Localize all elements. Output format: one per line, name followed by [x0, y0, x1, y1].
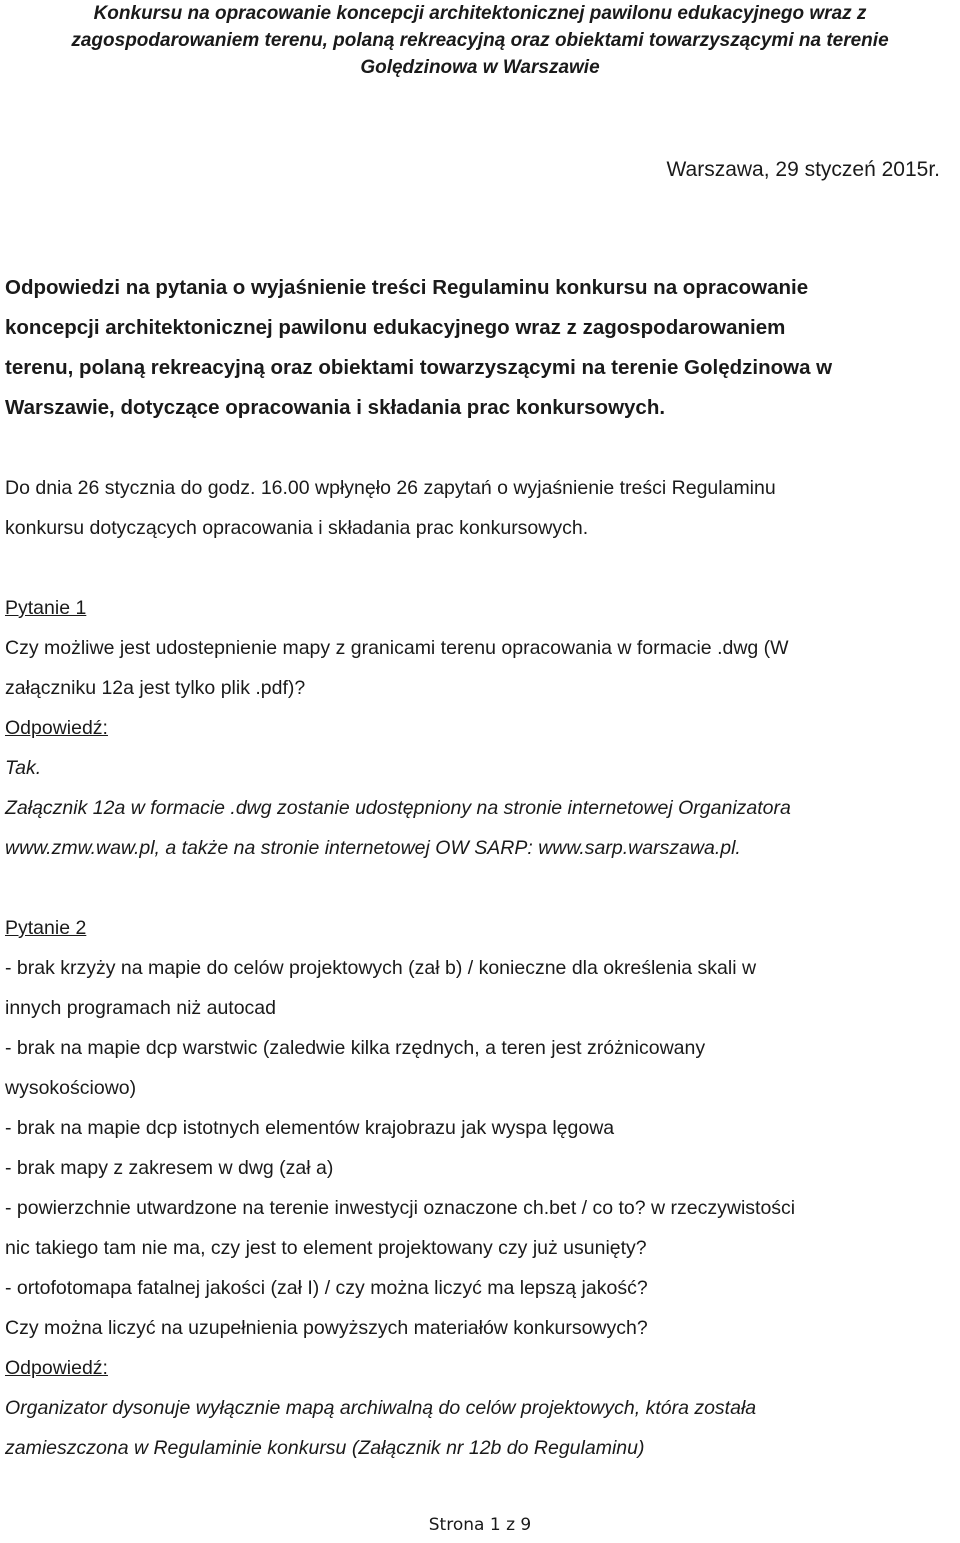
question-1-line: załączniku 12a jest tylko plik .pdf)?	[5, 677, 306, 699]
question-2-line: - powierzchnie utwardzone na terenie inwestycji oznaczone ch.bet / co to? w rzeczywistości	[5, 1197, 796, 1219]
footer-page-number: 1	[489, 1515, 501, 1535]
header-line: Golędzinowa w Warszawie	[360, 57, 600, 78]
footer-separator: z	[500, 1515, 521, 1535]
document-header	[0, 0, 960, 81]
answer-1-line: Tak.	[5, 757, 42, 779]
question-1-line: Czy możliwe jest udostepnienie mapy z granicami terenu opracowania w formacie .dwg (W	[5, 637, 789, 659]
question-2-line: Czy można liczyć na uzupełnienia powyższych materiałów konkursowych?	[5, 1317, 648, 1339]
footer-prefix: Strona	[428, 1515, 490, 1535]
question-2-line: nic takiego tam nie ma, czy jest to element projektowany czy już usunięty?	[5, 1237, 647, 1259]
title-line: koncepcji architektonicznej pawilonu edukacyjnego wraz z zagospodarowaniem	[5, 316, 786, 339]
document-title	[5, 268, 955, 428]
intro-line: Do dnia 26 stycznia do godz. 16.00 wpłynęło 26 zapytań o wyjaśnienie treści Regulaminu	[5, 477, 776, 499]
question-2-section	[5, 908, 955, 1468]
intro-paragraph	[5, 468, 955, 548]
answer-1-line: Załącznik 12a w formacie .dwg zostanie udostępniony na stronie internetowej Organizatora	[5, 797, 791, 819]
question-1-heading: Pytanie 1	[5, 597, 87, 619]
header-line: zagospodarowaniem terenu, polaną rekreacyjną oraz obiektami towarzyszącymi na terenie	[71, 30, 889, 51]
answer-2-label: Odpowiedź:	[5, 1357, 108, 1379]
question-2-line: wysokościowo)	[5, 1077, 137, 1099]
question-1-section	[5, 588, 955, 868]
intro-line: konkursu dotyczących opracowania i składania prac konkursowych.	[5, 517, 589, 539]
question-2-line: - brak na mapie dcp istotnych elementów krajobrazu jak wyspa lęgowa	[5, 1117, 615, 1139]
title-line: terenu, polaną rekreacyjną oraz obiektami towarzyszącymi na terenie Golędzinowa w	[5, 356, 833, 379]
question-2-line: - ortofotomapa fatalnej jakości (zał I) / czy można liczyć ma lepszą jakość?	[5, 1277, 648, 1299]
question-2-line: - brak mapy z zakresem w dwg (zał a)	[5, 1157, 334, 1179]
question-2-line: - brak na mapie dcp warstwic (zaledwie kilka rzędnych, a teren jest zróżnicowany	[5, 1037, 706, 1059]
page-footer	[0, 1514, 960, 1536]
title-line: Odpowiedzi na pytania o wyjaśnienie treści Regulaminu konkursu na opracowanie	[5, 276, 809, 299]
question-2-line: innych programach niż autocad	[5, 997, 276, 1019]
answer-2-line: zamieszczona w Regulaminie konkursu (Załącznik nr 12b do Regulaminu)	[5, 1437, 645, 1459]
title-line: Warszawie, dotyczące opracowania i składania prac konkursowych.	[5, 396, 666, 419]
answer-1-line: www.zmw.waw.pl, a także na stronie internetowej OW SARP: www.sarp.warszawa.pl.	[5, 837, 741, 859]
answer-2-line: Organizator dysonuje wyłącznie mapą archiwalną do celów projektowych, która została	[5, 1397, 757, 1419]
question-2-line: - brak krzyży na mapie do celów projektowych (zał b) / konieczne dla określenia skali w	[5, 957, 757, 979]
answer-1-label: Odpowiedź:	[5, 717, 108, 739]
footer-page-total: 9	[520, 1515, 532, 1535]
document-date: Warszawa, 29 styczeń 2015r.	[666, 158, 940, 181]
header-line: Konkursu na opracowanie koncepcji architektonicznej pawilonu edukacyjnego wraz z	[93, 3, 867, 24]
document-body	[5, 268, 955, 1468]
question-2-heading: Pytanie 2	[5, 917, 87, 939]
